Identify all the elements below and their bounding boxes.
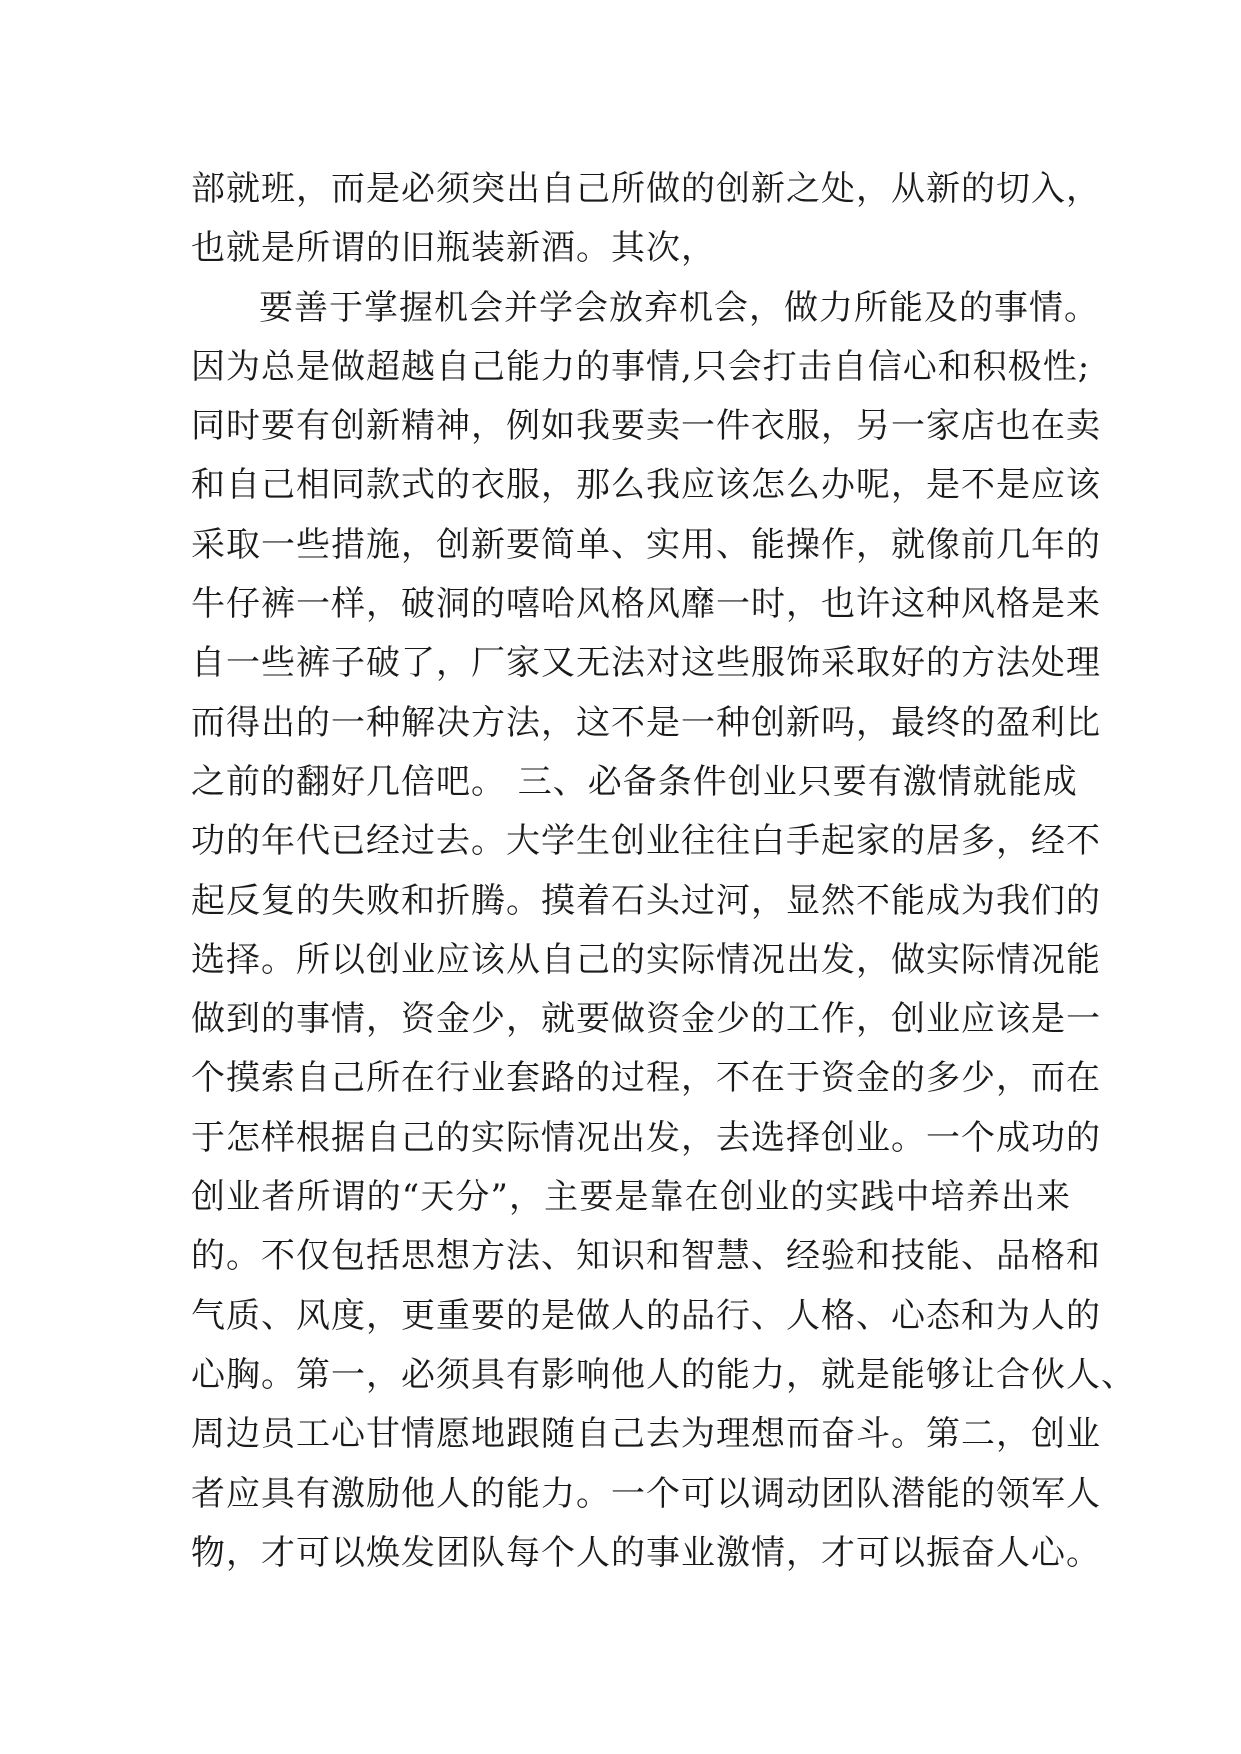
text-line: 功的年代已经过去。大学生创业往往白手起家的居多，经不 xyxy=(191,821,1101,862)
body-text xyxy=(191,160,1136,1583)
text-line: 气质、风度，更重要的是做人的品行、人格、心态和为人的 xyxy=(191,1295,1101,1336)
text-line: 物，才可以焕发团队每个人的事业激情，才可以振奋人心。 xyxy=(191,1532,1101,1573)
text-line: 选择。所以创业应该从自己的实际情况出发，做实际情况能 xyxy=(191,939,1101,980)
text-line: 于怎样根据自己的实际情况出发，去选择创业。一个成功的 xyxy=(191,1117,1101,1158)
text-line: 同时要有创新精神，例如我要卖一件衣服，另一家店也在卖 xyxy=(191,406,1101,447)
text-line: 部就班，而是必须突出自己所做的创新之处，从新的切入， xyxy=(191,169,1101,209)
text-line: 周边员工心甘情愿地跟随自己去为理想而奋斗。第二，创业 xyxy=(191,1414,1101,1455)
text-line: 起反复的失败和折腾。摸着石头过河，显然不能成为我们的 xyxy=(191,880,1101,921)
text-line: 采取一些措施，创新要简单、实用、能操作，就像前几年的 xyxy=(191,524,1101,565)
text-line: 做到的事情，资金少，就要做资金少的工作，创业应该是一 xyxy=(191,999,1101,1040)
text-line: 牛仔裤一样，破洞的嘻哈风格风靡一时，也许这种风格是来 xyxy=(191,584,1101,625)
text-line: 和自己相同款式的衣服，那么我应该怎么办呢，是不是应该 xyxy=(191,465,1101,506)
text-line: 自一些裤子破了，厂家又无法对这些服饰采取好的方法处理 xyxy=(191,643,1101,684)
text-line: 也就是所谓的旧瓶装新酒。其次， xyxy=(191,228,716,269)
text-line: 之前的翻好几倍吧。 三、必备条件创业只要有激情就能成 xyxy=(191,761,1078,802)
text-line: 而得出的一种解决方法，这不是一种创新吗，最终的盈利比 xyxy=(191,702,1101,743)
text-line: 要善于掌握机会并学会放弃机会，做力所能及的事情。 xyxy=(259,287,1099,328)
text-line: 心胸。第一，必须具有影响他人的能力，就是能够让合伙人、 xyxy=(191,1354,1136,1395)
text-line: 因为总是做超越自己能力的事情,只会打击自信心和积极性; xyxy=(191,346,1091,387)
text-line: 者应具有激励他人的能力。一个可以调动团队潜能的领军人 xyxy=(191,1473,1101,1514)
text-line: 的。不仅包括思想方法、知识和智慧、经验和技能、品格和 xyxy=(191,1236,1101,1277)
text-line: 创业者所谓的“天分”，主要是靠在创业的实践中培养出来 xyxy=(191,1177,1071,1218)
text-line: 个摸索自己所在行业套路的过程，不在于资金的多少，而在 xyxy=(191,1058,1101,1099)
